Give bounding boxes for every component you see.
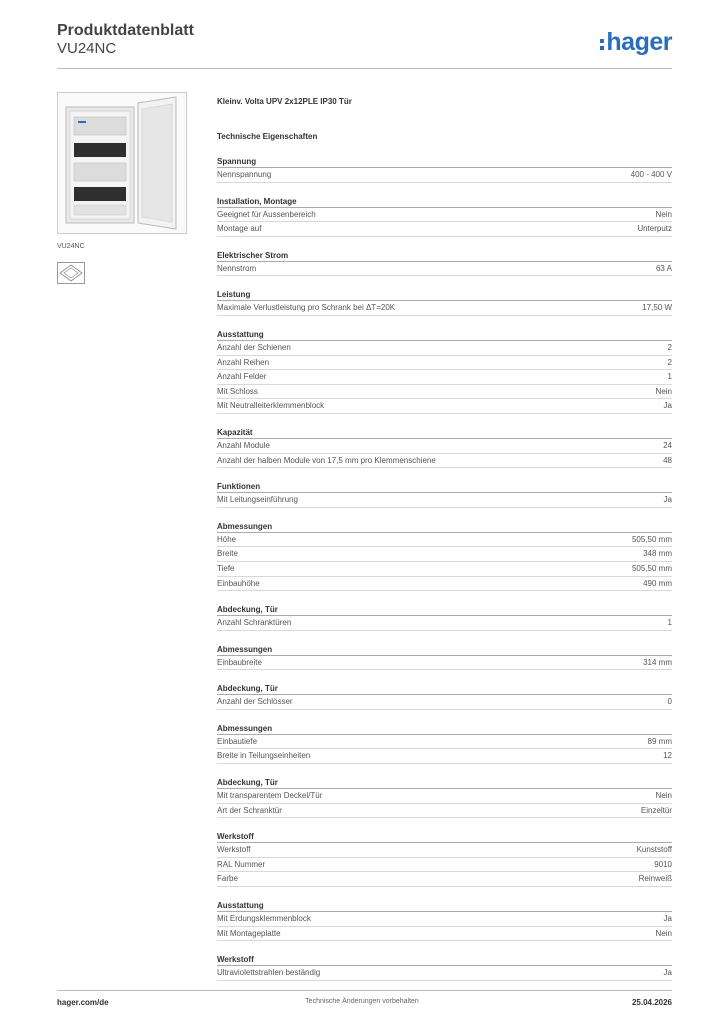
spec-label: Einbautiefe <box>217 736 258 746</box>
spec-value: 24 <box>663 440 672 450</box>
spec-section-title: Abdeckung, Tür <box>217 683 672 695</box>
spec-label: Einbauhöhe <box>217 578 260 588</box>
ip-rating-icon <box>57 262 85 284</box>
spec-label: Art der Schranktür <box>217 805 282 815</box>
spec-row <box>217 301 672 316</box>
page-header <box>57 20 672 68</box>
spec-row <box>217 912 672 927</box>
spec-label: Farbe <box>217 874 238 884</box>
spec-section <box>217 156 672 183</box>
distribution-cabinet-icon <box>58 93 186 233</box>
spec-section-title: Elektrischer Strom <box>217 250 672 262</box>
spec-value: Ja <box>663 914 672 924</box>
hager-logo <box>600 28 672 56</box>
footer-date: 25.04.2026 <box>631 998 672 1007</box>
spec-label: Breite <box>217 549 238 559</box>
spec-row <box>217 356 672 371</box>
spec-value: Ja <box>663 495 672 505</box>
spec-value: Ja <box>663 401 672 411</box>
spec-label: Mit Leitungseinführung <box>217 495 298 505</box>
spec-label: Einbaubreite <box>217 657 262 667</box>
spec-value: 17,50 W <box>642 303 672 313</box>
spec-section-title: Werkstoff <box>217 831 672 843</box>
spec-section-title: Werkstoff <box>217 954 672 966</box>
spec-section-title: Abmessungen <box>217 644 672 656</box>
spec-label: RAL Nummer <box>217 859 266 869</box>
spec-value: 490 mm <box>643 578 672 588</box>
spec-value: Nein <box>655 928 672 938</box>
spec-section <box>217 481 672 508</box>
spec-value: 505,50 mm <box>631 534 672 544</box>
product-image <box>57 92 187 234</box>
spec-row <box>217 493 672 508</box>
spec-row <box>217 966 672 981</box>
spec-section-title: Ausstattung <box>217 900 672 912</box>
spec-label: Ultraviolettstrahlen beständig <box>217 968 321 978</box>
spec-value: 400 - 400 V <box>630 170 672 179</box>
spec-row <box>217 262 672 277</box>
footer-website[interactable]: hager.com/de <box>57 998 109 1007</box>
spec-row <box>217 616 672 631</box>
spec-section-title: Kapazität <box>217 427 672 439</box>
spec-section <box>217 831 672 887</box>
spec-section <box>217 954 672 981</box>
spec-section-title: Leistung <box>217 289 672 301</box>
spec-row <box>217 533 672 548</box>
spec-label: Mit Montageplatte <box>217 928 281 938</box>
product-name: Kleinv. Volta UPV 2x12PLE IP30 Tür <box>217 97 352 106</box>
spec-label: Werkstoff <box>217 845 251 855</box>
spec-label: Nennspannung <box>217 170 272 179</box>
spec-section <box>217 777 672 818</box>
document-title: Produktdatenblatt <box>57 22 194 39</box>
spec-value: 2 <box>667 342 672 352</box>
spec-value: Nein <box>655 209 672 219</box>
spec-value: 63 A <box>655 263 672 273</box>
header-divider <box>57 68 672 69</box>
spec-value: 505,50 mm <box>631 563 672 573</box>
spec-value: Unterputz <box>637 224 672 234</box>
spec-value: 48 <box>663 455 672 465</box>
spec-label: Geeignet für Aussenbereich <box>217 209 316 219</box>
image-caption: VU24NC <box>57 243 85 250</box>
spec-label: Mit Erdungsklemmenblock <box>217 914 311 924</box>
spec-label: Höhe <box>217 534 237 544</box>
spec-value: Kunststoff <box>636 845 672 855</box>
document-subtitle: VU24NC <box>57 40 117 57</box>
footer-divider <box>57 990 672 991</box>
spec-label: Anzahl Module <box>217 440 270 450</box>
spec-label: Anzahl Reihen <box>217 357 270 367</box>
spec-label: Nennstrom <box>217 263 257 273</box>
spec-label: Montage auf <box>217 224 262 234</box>
spec-label: Maximale Verlustleistung pro Schrank bei ΔT=20K <box>217 303 396 313</box>
spec-section <box>217 250 672 277</box>
spec-section-title: Spannung <box>217 156 672 168</box>
spec-section-title: Abdeckung, Tür <box>217 777 672 789</box>
spec-label: Mit Schloss <box>217 386 258 396</box>
spec-section <box>217 683 672 710</box>
spec-row <box>217 927 672 942</box>
spec-label: Anzahl der Schienen <box>217 342 291 352</box>
spec-row <box>217 222 672 237</box>
spec-value: Einzeltür <box>640 805 672 815</box>
spec-section <box>217 196 672 237</box>
spec-value: 2 <box>667 357 672 367</box>
spec-row <box>217 872 672 887</box>
spec-value: 314 mm <box>643 657 672 667</box>
spec-section <box>217 604 672 631</box>
spec-value: 12 <box>663 751 672 761</box>
spec-row <box>217 208 672 223</box>
spec-value: Reinweiß <box>638 874 672 884</box>
logo-text: hager <box>606 27 672 56</box>
spec-row <box>217 656 672 671</box>
spec-row <box>217 749 672 764</box>
spec-row <box>217 168 672 183</box>
spec-value: 0 <box>667 697 672 707</box>
spec-row <box>217 843 672 858</box>
spec-value: Nein <box>655 791 672 801</box>
spec-value: Ja <box>663 968 672 978</box>
spec-value: Nein <box>655 386 672 396</box>
spec-row <box>217 399 672 414</box>
spec-label: Anzahl der Schlösser <box>217 697 293 707</box>
spec-section <box>217 427 672 468</box>
spec-row <box>217 858 672 873</box>
spec-label: Tiefe <box>217 563 235 573</box>
spec-section <box>217 723 672 764</box>
footer-disclaimer: Technische Änderungen vorbehalten <box>305 998 419 1005</box>
spec-row <box>217 547 672 562</box>
spec-section-title: Installation, Montage <box>217 196 672 208</box>
spec-label: Anzahl Felder <box>217 372 267 382</box>
spec-label: Mit transparentem Deckel/Tür <box>217 791 323 801</box>
spec-label: Mit Neutralleiterklemmenblock <box>217 401 325 411</box>
spec-section-title: Abmessungen <box>217 521 672 533</box>
spec-row <box>217 385 672 400</box>
spec-row <box>217 789 672 804</box>
spec-row <box>217 454 672 469</box>
spec-value: 9010 <box>654 859 672 869</box>
spec-value: 89 mm <box>647 736 672 746</box>
spec-section <box>217 329 672 414</box>
spec-value: 348 mm <box>643 549 672 559</box>
spec-row <box>217 577 672 592</box>
spec-row <box>217 370 672 385</box>
spec-label: Anzahl Schranktüren <box>217 618 292 628</box>
spec-section-title: Funktionen <box>217 481 672 493</box>
spec-section <box>217 521 672 591</box>
spec-section <box>217 900 672 941</box>
spec-section-title: Abdeckung, Tür <box>217 604 672 616</box>
technical-properties-heading: Technische Eigenschaften <box>217 132 318 141</box>
spec-value: 1 <box>667 618 672 628</box>
specifications-list <box>217 156 672 994</box>
spec-row <box>217 562 672 577</box>
spec-section <box>217 644 672 671</box>
spec-section-title: Abmessungen <box>217 723 672 735</box>
logo-dots-icon <box>600 39 604 50</box>
spec-section-title: Ausstattung <box>217 329 672 341</box>
spec-row <box>217 735 672 750</box>
spec-row <box>217 341 672 356</box>
spec-row <box>217 804 672 819</box>
spec-row <box>217 439 672 454</box>
spec-label: Breite in Teilungseinheiten <box>217 751 311 761</box>
spec-value: 1 <box>667 372 672 382</box>
spec-label: Anzahl der halben Module von 17,5 mm pro Klemmenschiene <box>217 455 436 465</box>
spec-row <box>217 695 672 710</box>
spec-section <box>217 289 672 316</box>
